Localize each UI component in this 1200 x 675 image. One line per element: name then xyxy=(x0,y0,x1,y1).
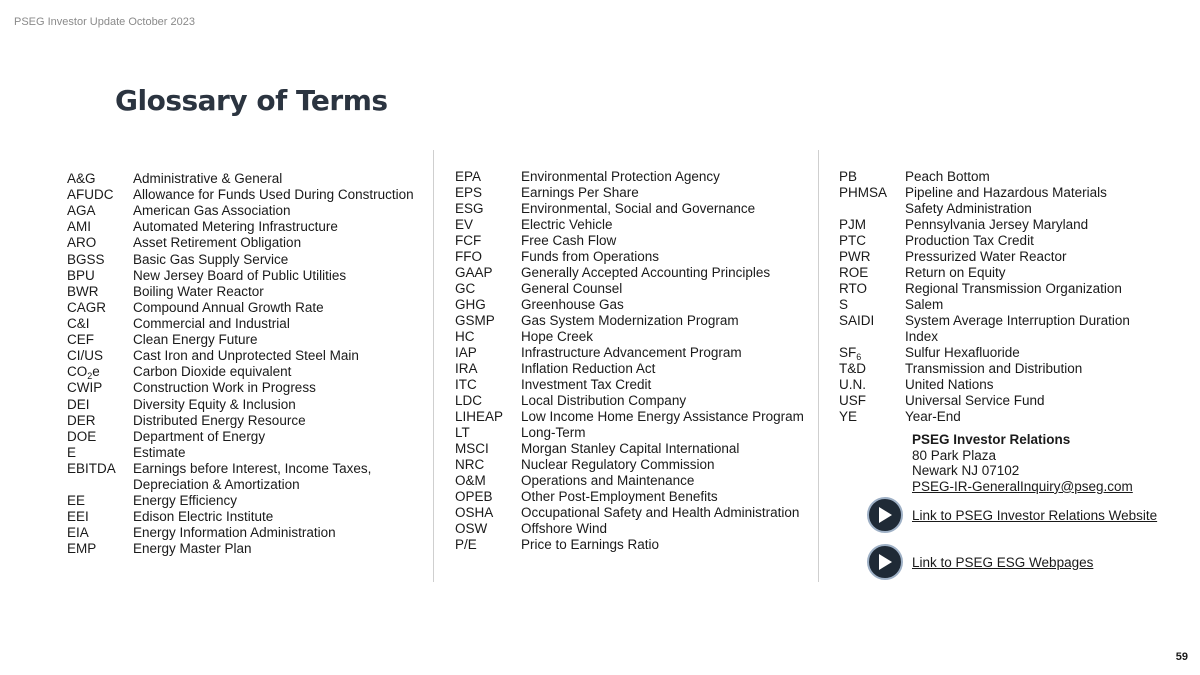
glossary-entry xyxy=(67,461,417,493)
glossary-entry xyxy=(67,219,417,235)
glossary-abbreviation xyxy=(839,313,905,345)
glossary-definition: Salem xyxy=(905,297,944,312)
glossary-definition: Allowance for Funds Used During Construction xyxy=(133,187,414,203)
abbreviation-text: DER xyxy=(67,412,96,428)
abbreviation-text: AFUDC xyxy=(67,187,114,203)
glossary-entry xyxy=(455,505,805,521)
ir-title: PSEG Investor Relations xyxy=(912,432,1071,447)
glossary-abbreviation xyxy=(839,265,905,281)
abbreviation-suffix: e xyxy=(92,364,100,380)
glossary-definition: Pressurized Water Reactor xyxy=(905,249,1067,264)
glossary-abbreviation xyxy=(455,329,521,345)
ir-address-line2: Newark NJ 07102 xyxy=(912,463,1020,479)
glossary-entry xyxy=(455,537,805,553)
abbreviation-text: EPS xyxy=(455,185,483,200)
abbreviation-text: PHMSA xyxy=(839,185,888,200)
abbreviation-text: IRA xyxy=(455,361,478,376)
glossary-definition: Pipeline and Hazardous Materials Safety Administration xyxy=(905,185,1107,216)
glossary-abbreviation xyxy=(67,348,133,364)
glossary-abbreviation xyxy=(455,185,521,201)
glossary-entry xyxy=(455,313,805,329)
glossary-definition: Price to Earnings Ratio xyxy=(521,537,660,552)
investor-relations-link-row[interactable] xyxy=(867,497,1157,533)
column-divider xyxy=(433,150,434,582)
glossary-abbreviation xyxy=(455,505,521,521)
glossary-definition: Earnings before Interest, Income Taxes, Depreciation & Amortization xyxy=(133,460,372,492)
glossary-entry xyxy=(67,364,417,380)
glossary-abbreviation xyxy=(839,345,905,361)
glossary-entry xyxy=(455,489,805,505)
abbreviation-text: CEF xyxy=(67,332,94,348)
glossary-abbreviation xyxy=(67,493,133,509)
glossary-abbreviation xyxy=(455,377,521,393)
glossary-abbreviation xyxy=(839,297,905,313)
abbreviation-text: CO xyxy=(67,364,88,380)
glossary-entry xyxy=(455,345,805,361)
glossary-abbreviation xyxy=(67,268,133,284)
glossary-definition: Peach Bottom xyxy=(905,169,990,184)
abbreviation-text: USF xyxy=(839,393,866,408)
glossary-definition: Diversity Equity & Inclusion xyxy=(133,396,296,412)
glossary-entry xyxy=(67,268,417,284)
glossary-abbreviation xyxy=(67,461,133,493)
glossary-definition: Estimate xyxy=(133,444,186,460)
glossary-abbreviation xyxy=(67,380,133,396)
glossary-abbreviation xyxy=(67,413,133,429)
glossary-definition: Morgan Stanley Capital International xyxy=(521,441,740,456)
glossary-definition: Administrative & General xyxy=(133,171,283,186)
glossary-definition: Other Post-Employment Benefits xyxy=(521,489,718,504)
glossary-definition: Infrastructure Advancement Program xyxy=(521,345,742,360)
glossary-abbreviation xyxy=(67,525,133,541)
abbreviation-text: OSHA xyxy=(455,505,494,520)
glossary-definition: Energy Efficiency xyxy=(133,493,238,509)
glossary-definition: Asset Retirement Obligation xyxy=(133,235,302,251)
glossary-entry xyxy=(67,445,417,461)
abbreviation-text: AGA xyxy=(67,203,96,219)
glossary-entry xyxy=(455,297,805,313)
glossary-abbreviation xyxy=(67,235,133,251)
abbreviation-text: EEI xyxy=(67,509,89,525)
glossary-definition: Electric Vehicle xyxy=(521,217,613,232)
glossary-definition: United Nations xyxy=(905,377,994,392)
glossary-abbreviation xyxy=(455,441,521,457)
glossary-entry xyxy=(67,397,417,413)
glossary-abbreviation xyxy=(455,217,521,233)
glossary-entry xyxy=(455,441,805,457)
glossary-entry xyxy=(67,316,417,332)
ir-email-link[interactable]: PSEG-IR-GeneralInquiry@pseg.com xyxy=(912,478,1133,494)
glossary-definition: Sulfur Hexafluoride xyxy=(905,345,1020,360)
glossary-abbreviation xyxy=(67,509,133,525)
abbreviation-text: LIHEAP xyxy=(455,409,504,424)
glossary-abbreviation xyxy=(839,233,905,249)
glossary-abbreviation xyxy=(67,203,133,219)
glossary-definition: Clean Energy Future xyxy=(133,332,258,348)
glossary-definition: Return on Equity xyxy=(905,265,1006,280)
glossary-entry xyxy=(455,217,805,233)
abbreviation-text: EIA xyxy=(67,525,89,541)
glossary-definition: Occupational Safety and Health Administration xyxy=(521,505,800,520)
abbreviation-subscript: 6 xyxy=(856,352,862,362)
abbreviation-text: P/E xyxy=(455,537,477,552)
glossary-column-3 xyxy=(839,169,1139,425)
glossary-abbreviation xyxy=(455,393,521,409)
page-number: 59 xyxy=(1175,651,1188,663)
investor-relations-website-link[interactable]: Link to PSEG Investor Relations Website xyxy=(912,507,1158,523)
glossary-definition: Local Distribution Company xyxy=(521,393,687,408)
abbreviation-text: ROE xyxy=(839,265,869,280)
glossary-definition: Automated Metering Infrastructure xyxy=(133,219,338,235)
glossary-entry xyxy=(455,393,805,409)
abbreviation-text: T&D xyxy=(839,361,866,376)
glossary-definition: Pennsylvania Jersey Maryland xyxy=(905,217,1089,232)
glossary-abbreviation xyxy=(67,171,133,187)
glossary-abbreviation xyxy=(67,541,133,557)
abbreviation-text: AMI xyxy=(67,219,92,235)
glossary-abbreviation xyxy=(67,445,133,461)
glossary-entry xyxy=(455,233,805,249)
glossary-entry xyxy=(67,429,417,445)
glossary-entry xyxy=(455,521,805,537)
glossary-abbreviation xyxy=(455,473,521,489)
glossary-abbreviation xyxy=(455,313,521,329)
abbreviation-text: MSCI xyxy=(455,441,489,456)
glossary-definition: Earnings Per Share xyxy=(521,185,639,200)
glossary-definition: Distributed Energy Resource xyxy=(133,412,306,428)
glossary-definition: American Gas Association xyxy=(133,203,291,219)
abbreviation-text: GC xyxy=(455,281,476,296)
abbreviation-text: GHG xyxy=(455,297,486,312)
abbreviation-text: O&M xyxy=(455,473,486,488)
glossary-abbreviation xyxy=(839,281,905,297)
abbreviation-text: GAAP xyxy=(455,265,493,280)
glossary-abbreviation xyxy=(455,233,521,249)
glossary-column-1 xyxy=(67,171,417,558)
glossary-entry xyxy=(455,265,805,281)
glossary-abbreviation xyxy=(455,409,521,425)
abbreviation-text: DEI xyxy=(67,396,90,412)
glossary-entry xyxy=(455,249,805,265)
glossary-definition: New Jersey Board of Public Utilities xyxy=(133,267,347,283)
glossary-abbreviation xyxy=(839,217,905,233)
glossary-abbreviation xyxy=(455,521,521,537)
glossary-abbreviation xyxy=(67,364,133,380)
glossary-entry xyxy=(67,541,417,557)
glossary-abbreviation xyxy=(839,185,905,217)
glossary-definition: Transmission and Distribution xyxy=(905,361,1083,376)
glossary-entry xyxy=(455,377,805,393)
glossary-entry xyxy=(839,361,1139,377)
glossary-definition: Department of Energy xyxy=(133,428,266,444)
glossary-entry xyxy=(839,249,1139,265)
header-note: PSEG Investor Update October 2023 xyxy=(14,16,195,28)
glossary-entry xyxy=(839,345,1139,361)
abbreviation-text: YE xyxy=(839,409,858,424)
glossary-entry xyxy=(67,300,417,316)
abbreviation-text: CWIP xyxy=(67,380,103,396)
glossary-definition: Free Cash Flow xyxy=(521,233,617,248)
play-icon[interactable] xyxy=(867,497,903,533)
glossary-abbreviation xyxy=(67,300,133,316)
abbreviation-text: FFO xyxy=(455,249,482,264)
glossary-abbreviation xyxy=(455,361,521,377)
glossary-entry xyxy=(67,348,417,364)
glossary-definition: Energy Information Administration xyxy=(133,525,336,541)
glossary-entry xyxy=(839,409,1139,425)
ir-address-line1: 80 Park Plaza xyxy=(912,447,997,463)
glossary-entry xyxy=(455,409,805,425)
abbreviation-text: RTO xyxy=(839,281,868,296)
glossary-entry xyxy=(455,425,805,441)
glossary-entry xyxy=(455,361,805,377)
glossary-entry xyxy=(839,281,1139,297)
glossary-abbreviation xyxy=(455,249,521,265)
abbreviation-text: E xyxy=(67,444,77,460)
abbreviation-text: SF xyxy=(839,345,857,360)
glossary-entry xyxy=(455,457,805,473)
glossary-entry xyxy=(455,185,805,201)
glossary-entry xyxy=(67,332,417,348)
glossary-definition: Inflation Reduction Act xyxy=(521,361,656,376)
glossary-abbreviation xyxy=(455,297,521,313)
glossary-definition: Year-End xyxy=(905,409,961,424)
esg-link-row[interactable] xyxy=(867,544,1093,580)
glossary-definition: Basic Gas Supply Service xyxy=(133,251,289,267)
glossary-entry xyxy=(455,201,805,217)
glossary-definition: Regional Transmission Organization xyxy=(905,281,1122,296)
glossary-abbreviation xyxy=(67,219,133,235)
glossary-entry xyxy=(67,493,417,509)
abbreviation-text: EMP xyxy=(67,541,97,557)
abbreviation-text: C&I xyxy=(67,315,90,331)
abbreviation-text: PWR xyxy=(839,249,871,264)
abbreviation-text: IAP xyxy=(455,345,477,360)
glossary-entry xyxy=(839,265,1139,281)
abbreviation-text: S xyxy=(839,297,849,312)
abbreviation-text: PB xyxy=(839,169,858,184)
glossary-definition: Boiling Water Reactor xyxy=(133,283,264,299)
glossary-definition: Greenhouse Gas xyxy=(521,297,624,312)
abbreviation-text: ARO xyxy=(67,235,97,251)
abbreviation-text: PTC xyxy=(839,233,866,248)
glossary-definition: Cast Iron and Unprotected Steel Main xyxy=(133,348,359,364)
glossary-entry xyxy=(67,235,417,251)
glossary-entry xyxy=(455,169,805,185)
glossary-abbreviation xyxy=(67,252,133,268)
glossary-entry xyxy=(67,187,417,203)
abbreviation-text: FCF xyxy=(455,233,482,248)
glossary-abbreviation xyxy=(455,281,521,297)
abbreviation-text: DOE xyxy=(67,428,97,444)
glossary-abbreviation xyxy=(67,284,133,300)
glossary-entry xyxy=(839,233,1139,249)
glossary-entry xyxy=(455,329,805,345)
glossary-entry xyxy=(455,473,805,489)
glossary-definition: Long-Term xyxy=(521,425,586,440)
glossary-entry xyxy=(67,509,417,525)
glossary-entry xyxy=(67,252,417,268)
abbreviation-text: LT xyxy=(455,425,470,440)
glossary-abbreviation xyxy=(455,345,521,361)
glossary-entry xyxy=(839,313,1139,345)
abbreviation-text: LDC xyxy=(455,393,483,408)
page-title: Glossary of Terms xyxy=(115,84,388,117)
abbreviation-text: U.N. xyxy=(839,377,866,392)
glossary-abbreviation xyxy=(455,489,521,505)
glossary-abbreviation xyxy=(839,377,905,393)
glossary-abbreviation xyxy=(67,316,133,332)
glossary-abbreviation xyxy=(839,249,905,265)
abbreviation-text: ESG xyxy=(455,201,484,216)
glossary-definition: Operations and Maintenance xyxy=(521,473,695,488)
glossary-abbreviation xyxy=(839,393,905,409)
glossary-entry xyxy=(839,217,1139,233)
abbreviation-text: NRC xyxy=(455,457,485,472)
glossary-entry xyxy=(455,281,805,297)
glossary-definition: Construction Work in Progress xyxy=(133,380,316,396)
glossary-definition: Low Income Home Energy Assistance Program xyxy=(521,409,804,424)
abbreviation-text: BPU xyxy=(67,267,95,283)
glossary-abbreviation xyxy=(839,169,905,185)
glossary-entry xyxy=(67,284,417,300)
glossary-definition: Commercial and Industrial xyxy=(133,315,290,331)
glossary-column-2 xyxy=(455,169,805,553)
abbreviation-text: BGSS xyxy=(67,251,105,267)
abbreviation-text: GSMP xyxy=(455,313,495,328)
glossary-abbreviation xyxy=(67,332,133,348)
abbreviation-text: CI/US xyxy=(67,348,104,364)
glossary-abbreviation xyxy=(67,429,133,445)
glossary-abbreviation xyxy=(455,425,521,441)
abbreviation-text: CAGR xyxy=(67,299,107,315)
abbreviation-text: BWR xyxy=(67,283,99,299)
glossary-abbreviation xyxy=(455,537,521,553)
abbreviation-text: A&G xyxy=(67,171,96,186)
glossary-abbreviation xyxy=(455,169,521,185)
glossary-definition: System Average Interruption Duration Index xyxy=(905,313,1130,344)
glossary-definition: Carbon Dioxide equivalent xyxy=(133,364,292,380)
glossary-abbreviation xyxy=(839,361,905,377)
glossary-entry xyxy=(839,393,1139,409)
abbreviation-text: ITC xyxy=(455,377,477,392)
glossary-abbreviation xyxy=(455,457,521,473)
investor-relations-contact xyxy=(912,432,1133,494)
glossary-abbreviation xyxy=(839,409,905,425)
glossary-definition: Universal Service Fund xyxy=(905,393,1045,408)
glossary-abbreviation xyxy=(455,201,521,217)
abbreviation-text: EPA xyxy=(455,169,482,184)
glossary-entry xyxy=(67,413,417,429)
glossary-entry xyxy=(839,169,1139,185)
glossary-definition: Investment Tax Credit xyxy=(521,377,652,392)
abbreviation-text: SAIDI xyxy=(839,313,875,328)
column-divider xyxy=(818,150,819,582)
glossary-abbreviation xyxy=(455,265,521,281)
abbreviation-text: EE xyxy=(67,493,86,509)
play-icon[interactable] xyxy=(867,544,903,580)
glossary-definition: Generally Accepted Accounting Principles xyxy=(521,265,771,280)
abbreviation-text: OSW xyxy=(455,521,488,536)
glossary-definition: Edison Electric Institute xyxy=(133,509,274,525)
glossary-definition: Compound Annual Growth Rate xyxy=(133,299,324,315)
glossary-definition: General Counsel xyxy=(521,281,623,296)
glossary-entry xyxy=(67,525,417,541)
abbreviation-text: PJM xyxy=(839,217,866,232)
glossary-definition: Gas System Modernization Program xyxy=(521,313,739,328)
glossary-entry xyxy=(67,380,417,396)
abbreviation-text: HC xyxy=(455,329,475,344)
glossary-abbreviation xyxy=(67,397,133,413)
glossary-definition: Funds from Operations xyxy=(521,249,660,264)
glossary-definition: Production Tax Credit xyxy=(905,233,1034,248)
abbreviation-text: EBITDA xyxy=(67,460,116,476)
glossary-definition: Hope Creek xyxy=(521,329,594,344)
abbreviation-subscript: 2 xyxy=(87,371,93,382)
glossary-entry xyxy=(839,185,1139,217)
abbreviation-text: OPEB xyxy=(455,489,493,504)
abbreviation-text: EV xyxy=(455,217,474,232)
glossary-abbreviation xyxy=(67,187,133,203)
glossary-definition: Energy Master Plan xyxy=(133,541,252,557)
glossary-entry xyxy=(67,203,417,219)
glossary-definition: Environmental Protection Agency xyxy=(521,169,720,184)
glossary-entry xyxy=(839,297,1139,313)
glossary-definition: Nuclear Regulatory Commission xyxy=(521,457,715,472)
glossary-entry xyxy=(839,377,1139,393)
glossary-definition: Offshore Wind xyxy=(521,521,608,536)
glossary-definition: Environmental, Social and Governance xyxy=(521,201,756,216)
glossary-entry xyxy=(67,171,417,187)
esg-webpages-link[interactable]: Link to PSEG ESG Webpages xyxy=(912,554,1094,570)
